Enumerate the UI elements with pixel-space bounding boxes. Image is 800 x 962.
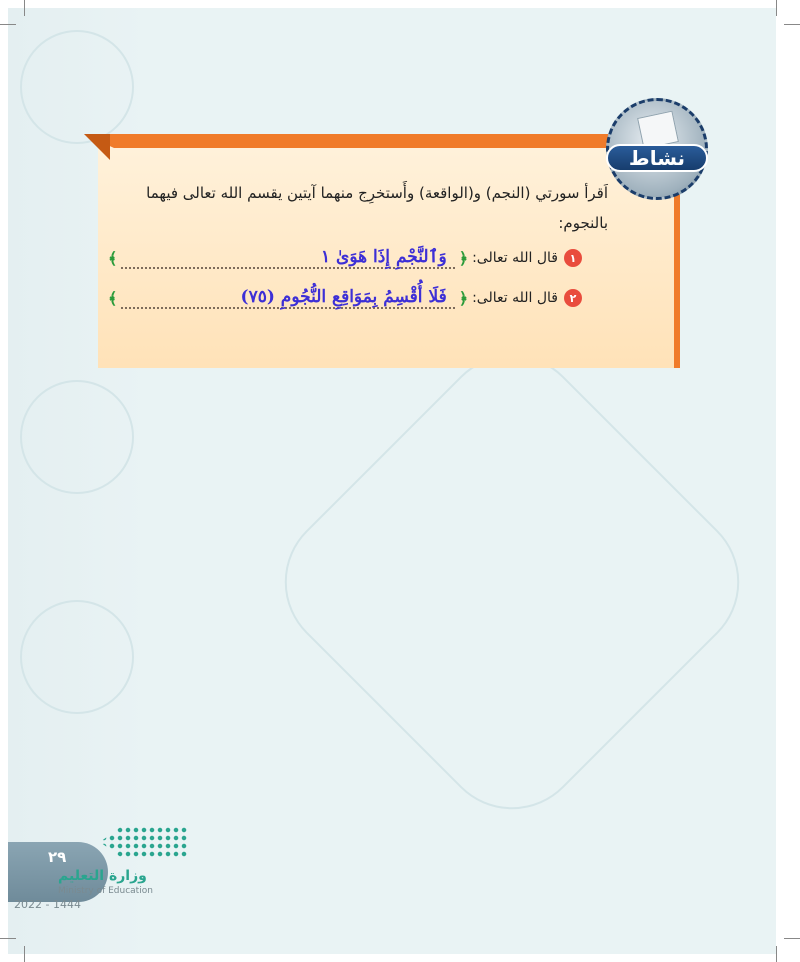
instruction-line-1: اَقرأ سورتي (النجم) و(الواقعة) وأَستخرِج منهما آيتين يقسم الله تعالى فيهما [146,184,608,202]
crop-mark [0,938,16,939]
item-number-badge: ٢ [564,289,582,307]
crop-mark [784,24,800,25]
edition-year: 2022 - 1444 [14,898,81,911]
ministry-name-ar: وزارة التعليم [58,868,147,884]
verse-answer: فَلَا أُقْسِمُ بِمَوَاقِعِ النُّجُومِ (٧٥) [240,287,447,307]
bracket-open-icon: ﴿ [458,248,469,268]
bracket-open-icon: ﴿ [458,288,469,308]
item-prefix: قال الله تعالى: [472,250,558,266]
badge-label: نشاط [606,144,708,172]
bracket-close-icon: ﴾ [108,288,118,308]
page-number: ٢٩ [48,848,67,866]
ornament-circle [20,380,134,494]
ornament-circle [20,30,134,144]
crop-mark [784,938,800,939]
answer-line[interactable] [121,283,454,309]
crop-mark [776,946,777,962]
activity-badge [606,98,708,200]
verse-answer: وَٱلنَّجْمِ إِذَا هَوَىٰ ١ [320,247,447,267]
answer-line[interactable] [121,243,454,269]
crop-mark [24,0,25,16]
crop-mark [776,0,777,16]
activity-item [108,284,582,312]
activity-instruction [108,178,608,238]
bracket-close-icon: ﴾ [108,248,118,268]
crop-mark [0,24,16,25]
instruction-line-2: بالنجوم: [558,214,608,232]
item-number-badge: ١ [564,249,582,267]
activity-item [108,244,582,272]
activity-header-bar [84,134,684,148]
ministry-name-en: Ministry of Education [58,886,153,896]
ornament-circle [20,600,134,714]
item-prefix: قال الله تعالى: [472,290,558,306]
crop-mark [24,946,25,962]
